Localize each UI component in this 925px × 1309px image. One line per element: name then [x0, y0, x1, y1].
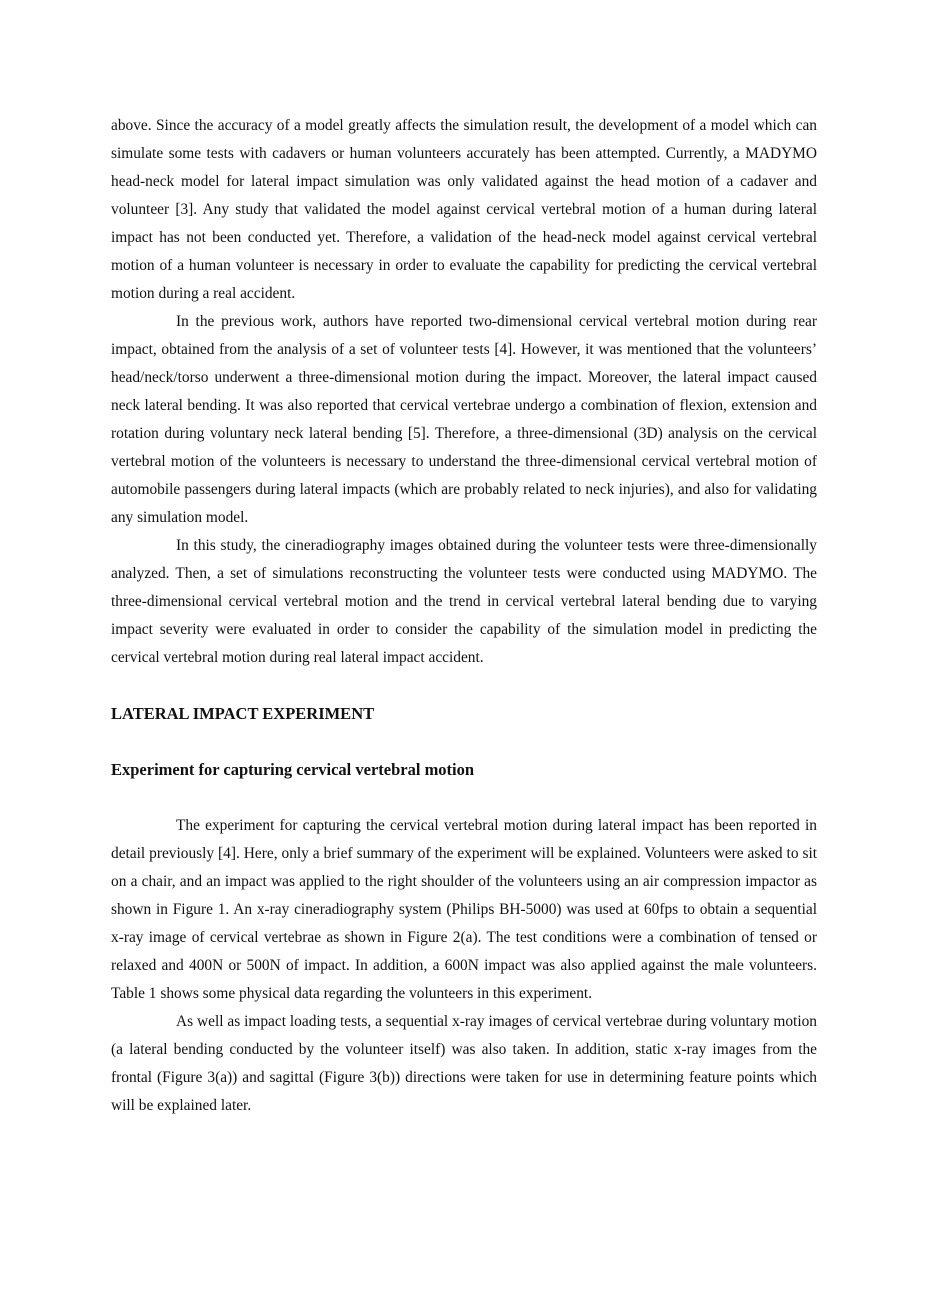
section-spacer [111, 672, 817, 700]
section-heading: LATERAL IMPACT EXPERIMENT [111, 704, 375, 723]
subsection-body-spacer [111, 784, 817, 812]
document-page [111, 112, 817, 1120]
experiment-paragraph-2: As well as impact loading tests, a sequential x-ray images of cervical vertebrae during voluntary motion (a lateral bending conducted by the volunteer itself) was also taken. In addition, static x-ray images from the frontal (Figure 3(a)) and sagittal (Figure 3(b)) directions were taken for use in determining feature points which will be explained later. [111, 1013, 817, 1114]
body-paragraph-2: In the previous work, authors have reported two-dimensional cervical vertebral motion during rear impact, obtained from the analysis of a set of volunteer tests [4]. However, it was mentioned that the volunteers’ head/neck/torso underwent a three-dimensional motion during the impact. Moreover, the lateral impact caused neck lateral bending. It was also reported that cervical vertebrae undergo a combination of flexion, extension and rotation during voluntary neck lateral bending [5]. Therefore, a three-dimensional (3D) analysis on the cervical vertebral motion of the volunteers is necessary to understand the three-dimensional cervical vertebral motion of automobile passengers during lateral impacts (which are probably related to neck injuries), and also for validating any simulation model. [111, 313, 817, 526]
subsection-spacer [111, 728, 817, 756]
body-paragraph-3: In this study, the cineradiography images obtained during the volunteer tests were three-dimensionally analyzed. Then, a set of simulations reconstructing the volunteer tests were conducted using MADYMO. The three-dimensional cervical vertebral motion and the trend in cervical vertebral lateral bending due to varying impact severity were evaluated in order to consider the capability of the simulation model in predicting the cervical vertebral motion during real lateral impact accident. [111, 537, 817, 666]
subsection-heading: Experiment for capturing cervical vertebral motion [111, 760, 475, 779]
body-paragraph-1: above. Since the accuracy of a model greatly affects the simulation result, the development of a model which can simulate some tests with cadavers or human volunteers accurately has been attempted. Currently, a MADYMO head-neck model for lateral impact simulation was only validated against the head motion of a cadaver and volunteer [3]. Any study that validated the model against cervical vertebral motion of a human during lateral impact has not been conducted yet. Therefore, a validation of the head-neck model against cervical vertebral motion of a human volunteer is necessary in order to evaluate the capability for predicting the cervical vertebral motion during a real accident. [111, 117, 817, 302]
experiment-paragraph-1: The experiment for capturing the cervical vertebral motion during lateral impact has been reported in detail previously [4]. Here, only a brief summary of the experiment will be explained. Volunteers were asked to sit on a chair, and an impact was applied to the right shoulder of the volunteers using an air compression impactor as shown in Figure 1. An x-ray cineradiography system (Philips BH-5000) was used at 60fps to obtain a sequential x-ray image of cervical vertebrae as shown in Figure 2(a). The test conditions were a combination of tensed or relaxed and 400N or 500N of impact. In addition, a 600N impact was also applied against the male volunteers. Table 1 shows some physical data regarding the volunteers in this experiment. [111, 817, 817, 1002]
